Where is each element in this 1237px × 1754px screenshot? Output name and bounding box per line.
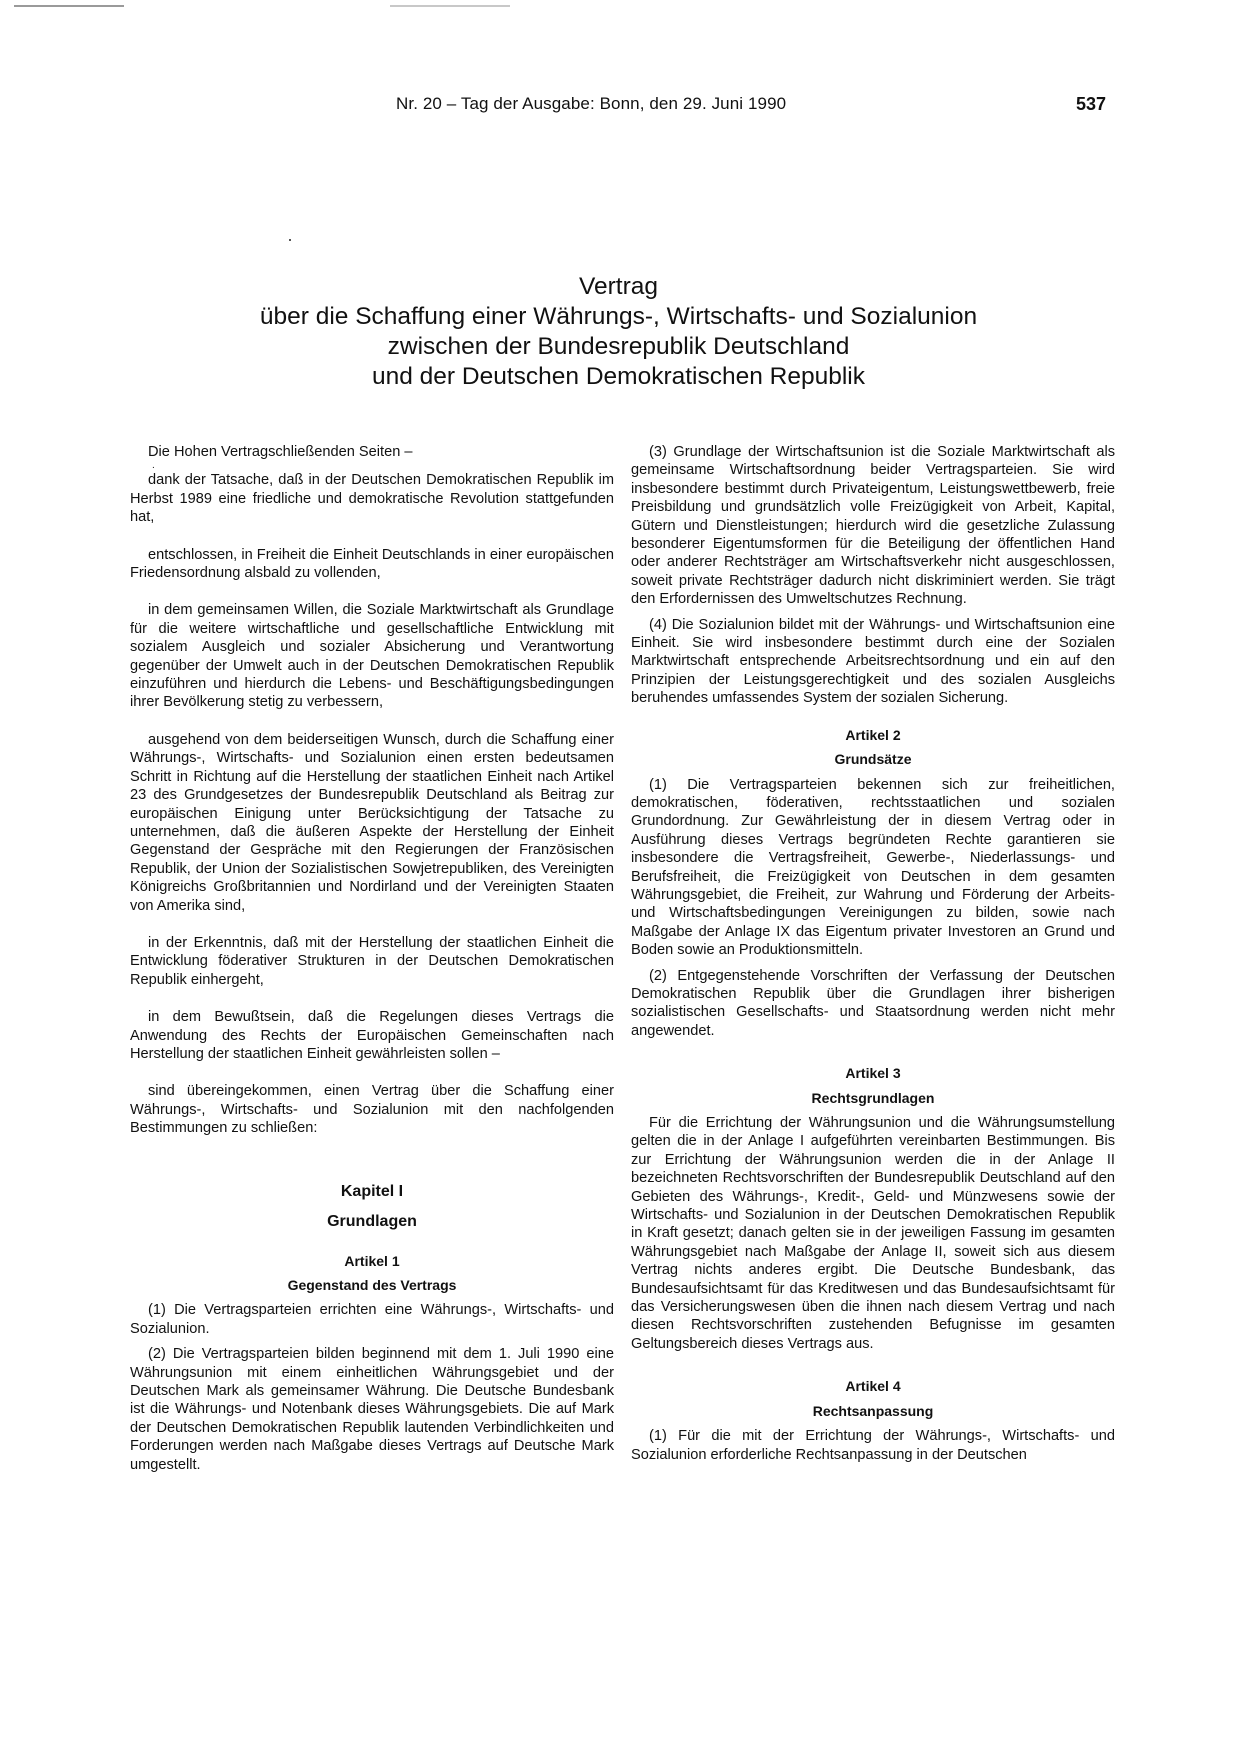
- title-line-2: über die Schaffung einer Währungs-, Wirtschafts- und Sozialunion: [259, 303, 978, 330]
- article-title: Rechtsanpassung: [812, 1402, 934, 1419]
- preamble-paragraph: sind übereingekommen, einen Vertrag über die Schaffung einer Währungs-, Wirtschafts- und Sozialunion mit den nachfolgenden Bestimmungen zu schließen:: [130, 1083, 614, 1137]
- issue-line: Nr. 20 – Tag der Ausgabe: Bonn, den 29. Juni 1990: [396, 94, 787, 113]
- article-label: Artikel 2: [845, 726, 901, 743]
- article-paragraph: (2) Die Vertragsparteien bilden beginnend mit dem 1. Juli 1990 eine Währungsunion mit einem einheitlichen Währungsgebiet und der Deutschen Mark als gemeinsamer Währung. Die Deutsche Bundesbank ist die Währungs- und Notenbank dieses Währungsgebiets. Die auf Mark der Deutschen Demokratischen Republik lautenden Verbindlichkeiten und Forderungen werden nach Maßgabe dieses Vertrags auf Deutsche Mark umgestellt.: [130, 1346, 614, 1473]
- page-number: 537: [1076, 94, 1107, 114]
- title-line-3: zwischen der Bundesrepublik Deutschland: [387, 333, 850, 360]
- article-label: Artikel 1: [344, 1252, 400, 1269]
- article-label: Artikel 4: [845, 1378, 901, 1395]
- article-title: Rechtsgrundlagen: [811, 1089, 935, 1106]
- article-title: Gegenstand des Vertrags: [287, 1277, 457, 1293]
- article-paragraph: (1) Die Vertragsparteien bekennen sich zur freiheitlichen, demokratischen, föderativen, rechtsstaatlichen und sozialen Grundordnung. Zur Gewährleistung der in diesem Vertrag oder in Ausführung dieses Vertrags begründeten Rechte garantieren sie insbesondere die Vertragsfreiheit, Gewerbe-, Niederlassungs- und Berufsfreiheit, die Freizügigkeit von Deutschen in dem gesamten Währungsgebiet, die Freiheit, zur Wahrung und Förderung der Arbeits- und Wirtschaftsbedingungen Vereinigungen zu bilden, sowie nach Maßgabe der Anlage IX das Eigentum privater Investoren an Grund und Boden sowie an Produktionsmitteln.: [631, 776, 1115, 959]
- scan-artifact-line: [14, 5, 124, 7]
- left-column: [130, 443, 614, 1474]
- preamble-paragraph: dank der Tatsache, daß in der Deutschen Demokratischen Republik im Herbst 1989 eine friedliche und demokratische Revolution stattgefunden hat,: [130, 472, 614, 526]
- chapter-label: Kapitel I: [340, 1182, 404, 1200]
- right-column: [631, 443, 1115, 1464]
- preamble-paragraph: in dem Bewußtsein, daß die Regelungen dieses Vertrags die Anwendung des Rechts der Europäischen Gemeinschaften nach Herstellung der staatlichen Einheit gewährleisten sollen –: [130, 1009, 614, 1062]
- preamble-paragraph: entschlossen, in Freiheit die Einheit Deutschlands in einer europäischen Friedensordnung alsbald zu vollenden,: [130, 546, 614, 582]
- article-paragraph: (2) Entgegenstehende Vorschriften der Verfassung der Deutschen Demokratischen Republik über die Grundlagen ihrer bisherigen sozialistischen Gesellschafts- und Staatsordnung werden nicht mehr angewendet.: [631, 967, 1115, 1039]
- document-title: [0, 272, 1237, 392]
- title-line-1: Vertrag: [579, 273, 658, 300]
- preamble-paragraph: in der Erkenntnis, daß mit der Herstellung der staatlichen Einheit die Entwicklung föderativer Strukturen in der Deutschen Demokratischen Republik einhergeht,: [130, 934, 614, 988]
- article-label: Artikel 3: [845, 1065, 901, 1082]
- page-header: [0, 94, 1237, 118]
- article-paragraph: (4) Die Sozialunion bildet mit der Währungs- und Wirtschaftsunion eine Einheit. Sie wird insbesondere bestimmt durch eine der Sozialen Marktwirtschaft entsprechende Arbeitsrechtsordnung und ein auf den Prinzipien der Leistungsgerechtigkeit und des sozialen Ausgleichs beruhendes umfassendes System der sozialen Sicherung.: [631, 616, 1115, 707]
- article-paragraph: (1) Die Vertragsparteien errichten eine Währungs-, Wirtschafts- und Sozialunion.: [130, 1302, 614, 1337]
- scan-mark-glyph: .: [152, 460, 155, 472]
- scan-mark: [130, 461, 614, 471]
- scan-artifact-line: [390, 5, 510, 7]
- title-line-4: und der Deutschen Demokratischen Republik: [372, 363, 865, 390]
- article-paragraph: (3) Grundlage der Wirtschaftsunion ist die Soziale Marktwirtschaft als gemeinsame Wirtschaftsordnung beider Vertragsparteien. Sie wird insbesondere bestimmt durch Privateigentum, Leistungswettbewerb, freie Preisbildung und grundsätzlich volle Freizügigkeit von Arbeit, Kapital, Gütern und Dienstleistungen; hierdurch wird die gesetzliche Zulassung besonderer Eigentumsformen für die Beteiligung der öffentlichen Hand oder anderer Rechtsträger am Wirtschaftsverkehr nicht ausgeschlossen, soweit private Rechtsträger dadurch nicht diskriminiert werden. Sie trägt den Erfordernissen des Umweltschutzes Rechnung.: [631, 444, 1115, 608]
- article-paragraph: (1) Für die mit der Errichtung der Währungs-, Wirtschafts- und Sozialunion erforderliche Rechtsanpassung in der Deutschen: [631, 1428, 1115, 1463]
- scan-speck: [289, 239, 291, 241]
- preamble-intro: Die Hohen Vertragschließenden Seiten –: [148, 444, 413, 460]
- preamble-paragraph: ausgehend von dem beiderseitigen Wunsch, durch die Schaffung einer Währungs-, Wirtschafts- und Sozialunion einen ersten bedeutsamen Schritt in Richtung auf die Herstellung der staatlichen Einheit nach Artikel 23 des Grundgesetzes der Bundesrepublik Deutschland als Beitrag zur europäischen Einigung unter Berücksichtigung der Tatsache zu unternehmen, daß die äußeren Aspekte der Herstellung der Einheit Gegenstand der Gespräche mit den Regierungen der Französischen Republik, der Union der Sozialistischen Sowjetrepubliken, des Vereinigten Königreichs Großbritannien und Nordirland und der Vereinigten Staaten von Amerika sind,: [130, 731, 614, 914]
- chapter-title: Grundlagen: [327, 1212, 417, 1230]
- article-paragraph: Für die Errichtung der Währungsunion und die Währungsumstellung gelten die in der Anlage I aufgeführten vereinbarten Bestimmungen. Bis zur Errichtung der Währungsunion werden die in der Anlage II bezeichneten Rechtsvorschriften der Bundesrepublik Deutschland auf den Gebieten des Währungs-, Kredit-, Geld- und Münzwesens sowie der Wirtschafts- und Sozialunion in der Deutschen Demokratischen Republik in Kraft gesetzt; danach gelten sie in der jeweiligen Fassung im gesamten Währungsgebiet nach Maßgabe der Anlage II, soweit sich aus diesem Vertrag nichts anderes ergibt. Die Deutsche Bundesbank, das Bundesaufsichtsamt für das Kreditwesen und das Bundesaufsichtsamt für das Versicherungswesen üben die ihnen nach diesem Vertrag und nach diesen Rechtsvorschriften zustehenden Befugnisse im gesamten Geltungsbereich dieses Vertrags aus.: [631, 1115, 1115, 1352]
- preamble-paragraph: in dem gemeinsamen Willen, die Soziale Marktwirtschaft als Grundlage für die weitere wirtschaftliche und gesellschaftliche Entwicklung mit sozialem Ausgleich und sozialer Absicherung und Verantwortung gegenüber der Umwelt auch in der Deutschen Demokratischen Republik einzuführen und hierdurch die Lebens- und Beschäftigungsbedingungen ihrer Bevölkerung stetig zu verbessern,: [130, 602, 614, 711]
- article-title: Grundsätze: [834, 751, 912, 768]
